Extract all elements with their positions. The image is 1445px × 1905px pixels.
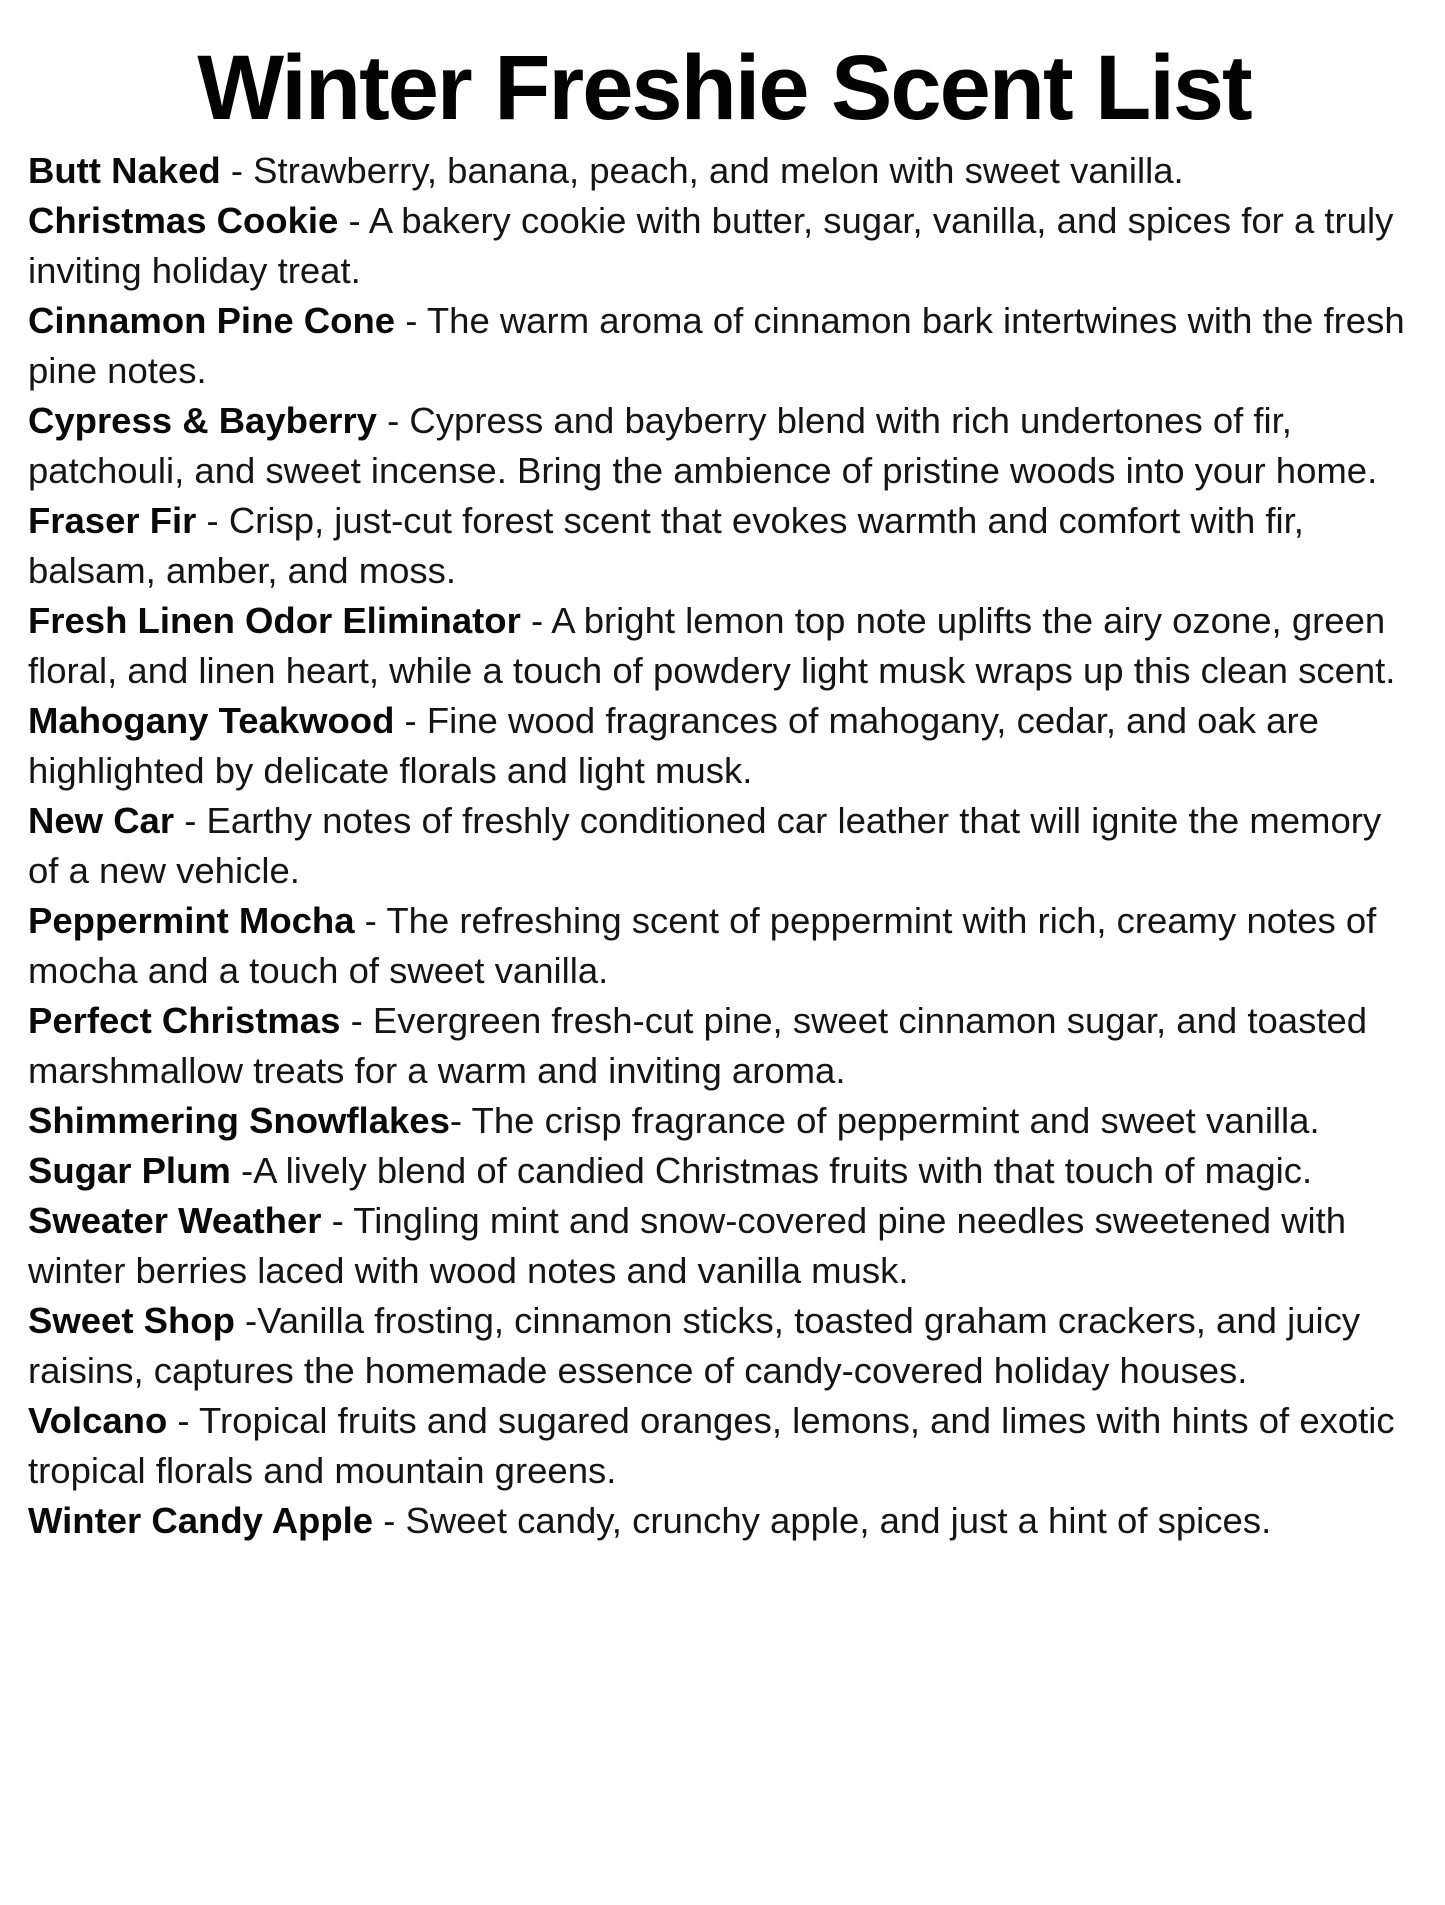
scent-separator: -	[449, 1100, 472, 1141]
scent-separator: -	[196, 500, 229, 541]
scent-description: A lively blend of candied Christmas fruits with that touch of magic.	[253, 1150, 1313, 1191]
scent-list-page	[0, 34, 1445, 1546]
scent-entry	[28, 1296, 1420, 1396]
scent-entry	[28, 1146, 1420, 1196]
scent-description: Tropical fruits and sugared oranges, lemons, and limes with hints of exotic tropical florals and mountain greens.	[28, 1400, 1395, 1491]
scent-description: Strawberry, banana, peach, and melon with sweet vanilla.	[253, 150, 1184, 191]
scent-separator: -	[395, 300, 427, 341]
scent-name: Sugar Plum	[28, 1150, 231, 1191]
scent-description: Evergreen fresh-cut pine, sweet cinnamon sugar, and toasted marshmallow treats for a warm and inviting aroma.	[28, 1000, 1368, 1091]
scent-separator: -	[376, 400, 410, 441]
scent-entry	[28, 996, 1420, 1096]
scent-entry	[28, 396, 1420, 496]
scent-name: Cinnamon Pine Cone	[28, 300, 396, 341]
scent-entry	[28, 896, 1420, 996]
scent-separator: -	[373, 1500, 406, 1541]
scent-description: Fine wood fragrances of mahogany, cedar, and oak are highlighted by delicate florals and light musk.	[28, 700, 1319, 791]
scent-separator: -	[338, 200, 369, 241]
scent-description: Cypress and bayberry blend with rich undertones of fir, patchouli, and sweet incense. Bring the ambience of pristine woods into your home.	[28, 400, 1378, 491]
scent-entry	[28, 596, 1420, 696]
scent-name: Peppermint Mocha	[28, 900, 355, 941]
scent-description: The crisp fragrance of peppermint and sweet vanilla.	[471, 1100, 1320, 1141]
scent-name: Perfect Christmas	[28, 1000, 341, 1041]
scent-separator: -	[340, 1000, 373, 1041]
scent-entry	[28, 1496, 1420, 1546]
scent-name: Butt Naked	[28, 150, 221, 191]
scent-name: Sweet Shop	[28, 1300, 235, 1341]
scent-name: Sweater Weather	[28, 1200, 322, 1241]
scent-name: Fraser Fir	[28, 500, 197, 541]
scent-entry	[28, 1096, 1420, 1146]
scent-name: Volcano	[28, 1400, 168, 1441]
scent-separator: -	[234, 1300, 258, 1341]
scent-separator: -	[174, 800, 207, 841]
scent-name: Cypress & Bayberry	[28, 400, 377, 441]
scent-name: Christmas Cookie	[28, 200, 339, 241]
scent-entry	[28, 296, 1420, 396]
scent-name: New Car	[28, 800, 175, 841]
scent-entry	[28, 1196, 1420, 1296]
scent-description: Vanilla frosting, cinnamon sticks, toasted graham crackers, and juicy raisins, captures the homemade essence of candy-covered holiday houses.	[28, 1300, 1361, 1391]
scent-separator: -	[520, 600, 552, 641]
scent-entry	[28, 146, 1420, 196]
scent-description: A bright lemon top note uplifts the airy ozone, green floral, and linen heart, while a touch of powdery light musk wraps up this clean scent.	[28, 600, 1396, 691]
scent-entry	[28, 696, 1420, 796]
scent-separator: -	[167, 1400, 200, 1441]
scent-description: Earthy notes of freshly conditioned car leather that will ignite the memory of a new vehicle.	[28, 800, 1382, 891]
scent-name: Fresh Linen Odor Eliminator	[28, 600, 521, 641]
scent-entry	[28, 796, 1420, 896]
scent-description: The refreshing scent of peppermint with rich, creamy notes of mocha and a touch of sweet vanilla.	[28, 900, 1377, 991]
scent-description: The warm aroma of cinnamon bark intertwines with the fresh pine notes.	[28, 300, 1405, 391]
scent-name: Mahogany Teakwood	[28, 700, 395, 741]
scent-separator: -	[394, 700, 427, 741]
scent-description: Crisp, just-cut forest scent that evokes warmth and comfort with fir, balsam, amber, and moss.	[28, 500, 1304, 591]
scent-entry	[28, 1396, 1420, 1496]
scent-separator: -	[220, 150, 254, 191]
scent-description: Tingling mint and snow-covered pine needles sweetened with winter berries laced with wood notes and vanilla musk.	[28, 1200, 1347, 1291]
scent-separator: -	[321, 1200, 354, 1241]
scent-description: Sweet candy, crunchy apple, and just a hint of spices.	[405, 1500, 1272, 1541]
scent-name: Shimmering Snowflakes	[28, 1100, 450, 1141]
scent-separator: -	[230, 1150, 254, 1191]
scent-name: Winter Candy Apple	[28, 1500, 374, 1541]
page-title: Winter Freshie Scent List	[197, 37, 1251, 139]
scent-entry	[28, 496, 1420, 596]
scent-separator: -	[354, 900, 387, 941]
scent-entry	[28, 196, 1420, 296]
scent-description: A bakery cookie with butter, sugar, vanilla, and spices for a truly inviting holiday treat.	[28, 200, 1394, 291]
